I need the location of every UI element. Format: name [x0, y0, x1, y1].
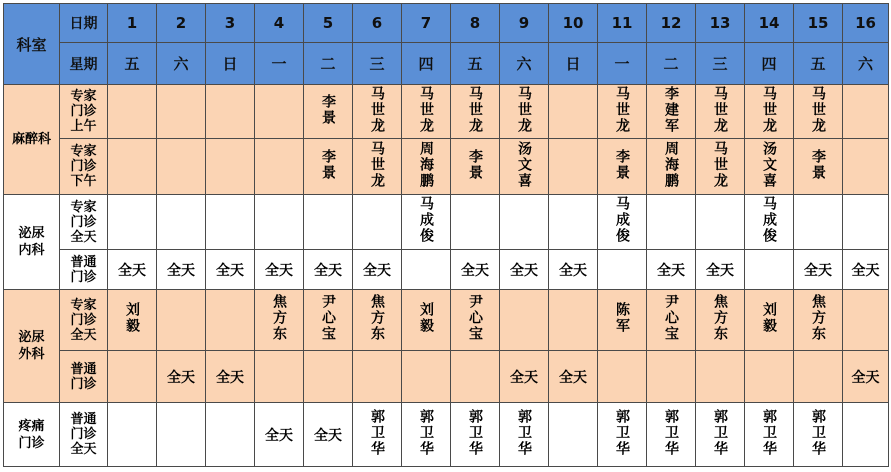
schedule-cell: [843, 250, 889, 290]
doctor-name: 焦方东: [810, 294, 826, 342]
schedule-row: [4, 195, 889, 250]
schedule-cell: [108, 290, 157, 351]
date-cell: 6: [353, 4, 402, 43]
weekday-cell: 三: [353, 43, 402, 85]
schedule-cell: [647, 351, 696, 403]
schedule-cell: [843, 351, 889, 403]
weekday-cell: 四: [402, 43, 451, 85]
date-cell: 14: [745, 4, 794, 43]
weekday-label: 星期: [60, 43, 108, 85]
schedule-cell: [794, 139, 843, 195]
doctor-name: 李景: [810, 148, 826, 181]
full-day-label: 全天: [510, 369, 538, 386]
schedule-cell: [843, 290, 889, 351]
doctor-name: 马成俊: [761, 196, 777, 244]
clinic-type: [60, 351, 108, 403]
schedule-cell: [696, 85, 745, 139]
doctor-name: 马世龙: [516, 85, 532, 134]
schedule-cell: [353, 290, 402, 351]
schedule-cell: [794, 403, 843, 467]
full-day-label: 全天: [510, 262, 538, 279]
schedule-cell: [647, 85, 696, 139]
schedule-cell: [304, 250, 353, 290]
clinic-type: [60, 290, 108, 351]
full-day-label: 全天: [851, 262, 880, 279]
department-name-text: 麻醉科: [11, 132, 51, 147]
schedule-cell: [157, 403, 206, 467]
schedule-cell: [696, 250, 745, 290]
doctor-name: 马成俊: [418, 196, 434, 244]
schedule-cell: [549, 85, 598, 139]
schedule-body: [4, 4, 889, 467]
schedule-cell: [598, 195, 647, 250]
schedule-cell: [402, 250, 451, 290]
date-cell: 9: [500, 4, 549, 43]
doctor-name: 马世龙: [810, 85, 826, 134]
schedule-cell: [696, 403, 745, 467]
doctor-name: 周海鹏: [663, 140, 679, 189]
department-name: [4, 195, 60, 290]
schedule-cell: [206, 351, 255, 403]
schedule-cell: [255, 250, 304, 290]
doctor-name: 焦方东: [712, 294, 728, 342]
schedule-cell: [598, 290, 647, 351]
schedule-row: [4, 250, 889, 290]
weekday-cell: 五: [108, 43, 157, 85]
schedule-cell: [598, 85, 647, 139]
schedule-cell: [108, 351, 157, 403]
clinic-type-text: 专家 门诊 上午: [70, 89, 97, 134]
clinic-type-text: 普通 门诊 全天: [70, 412, 97, 457]
weekday-cell: 日: [549, 43, 598, 85]
schedule-cell: [451, 85, 500, 139]
doctor-name: 汤文喜: [761, 140, 777, 189]
schedule-cell: [549, 250, 598, 290]
schedule-cell: [549, 290, 598, 351]
schedule-cell: [108, 403, 157, 467]
weekday-cell: 六: [843, 43, 889, 85]
weekday-cell: 二: [647, 43, 696, 85]
doctor-name: 马世龙: [712, 140, 728, 189]
schedule-cell: [402, 85, 451, 139]
date-cell: 7: [402, 4, 451, 43]
weekday-cell: 一: [598, 43, 647, 85]
date-cell: 10: [549, 4, 598, 43]
schedule-cell: [255, 139, 304, 195]
clinic-type: [60, 85, 108, 139]
date-cell: 13: [696, 4, 745, 43]
schedule-cell: [500, 403, 549, 467]
schedule-cell: [696, 290, 745, 351]
header-row-weekdays: [4, 43, 889, 85]
schedule-cell: [843, 85, 889, 139]
doctor-name: 马世龙: [369, 85, 385, 134]
schedule-cell: [696, 195, 745, 250]
full-day-label: 全天: [363, 262, 391, 279]
schedule-cell: [206, 85, 255, 139]
schedule-cell: [696, 139, 745, 195]
schedule-cell: [549, 351, 598, 403]
schedule-cell: [647, 290, 696, 351]
schedule-cell: [206, 290, 255, 351]
schedule-cell: [108, 195, 157, 250]
schedule-cell: [549, 403, 598, 467]
full-day-label: 全天: [167, 262, 195, 279]
schedule-cell: [549, 139, 598, 195]
schedule-cell: [402, 139, 451, 195]
date-cell: 12: [647, 4, 696, 43]
full-day-label: 全天: [804, 262, 832, 279]
doctor-name: 马世龙: [467, 85, 483, 134]
full-day-label: 全天: [559, 369, 587, 386]
full-day-label: 全天: [216, 369, 244, 386]
full-day-label: 全天: [461, 262, 489, 279]
schedule-cell: [647, 139, 696, 195]
schedule-cell: [402, 290, 451, 351]
schedule-row: [4, 85, 889, 139]
schedule-cell: [157, 85, 206, 139]
full-day-label: 全天: [314, 262, 342, 279]
schedule-cell: [206, 250, 255, 290]
weekday-cell: 二: [304, 43, 353, 85]
schedule-cell: [500, 195, 549, 250]
schedule-cell: [255, 85, 304, 139]
weekday-cell: 四: [745, 43, 794, 85]
schedule-row: [4, 290, 889, 351]
department-name-text: 泌尿 内科: [18, 226, 45, 258]
schedule-cell: [451, 290, 500, 351]
schedule-cell: [500, 290, 549, 351]
schedule-cell: [598, 351, 647, 403]
schedule-cell: [157, 195, 206, 250]
department-name: [4, 85, 60, 195]
department-name-text: 疼痛 门诊: [18, 418, 45, 451]
schedule-cell: [353, 351, 402, 403]
clinic-type-text: 普通 门诊: [70, 254, 97, 285]
schedule-cell: [304, 351, 353, 403]
schedule-cell: [745, 290, 794, 351]
schedule-cell: [157, 351, 206, 403]
doctor-name: 李景: [614, 148, 630, 181]
doctor-name: 马世龙: [614, 85, 630, 134]
full-day-label: 全天: [216, 262, 244, 279]
schedule-cell: [304, 195, 353, 250]
doctor-name: 汤文喜: [516, 140, 532, 189]
schedule-cell: [402, 195, 451, 250]
schedule-cell: [206, 403, 255, 467]
clinic-type-text: 专家 门诊 全天: [70, 199, 97, 245]
department-name: [4, 403, 60, 467]
schedule-cell: [647, 195, 696, 250]
schedule-cell: [304, 139, 353, 195]
doctor-name: 陈军: [614, 302, 630, 334]
full-day-label: 全天: [118, 262, 146, 279]
schedule-cell: [647, 250, 696, 290]
schedule-cell: [745, 351, 794, 403]
schedule-cell: [353, 195, 402, 250]
clinic-type: [60, 250, 108, 290]
department-name: [4, 290, 60, 403]
doctor-name: 郭卫华: [810, 408, 826, 457]
full-day-label: 全天: [314, 427, 342, 444]
schedule-cell: [598, 403, 647, 467]
weekday-cell: 六: [157, 43, 206, 85]
dept-header: 科室: [4, 4, 60, 85]
doctor-name: 郭卫华: [467, 408, 483, 457]
schedule-cell: [206, 195, 255, 250]
schedule-cell: [843, 195, 889, 250]
doctor-name: 刘毅: [418, 302, 434, 334]
schedule-cell: [255, 290, 304, 351]
schedule-cell: [255, 195, 304, 250]
schedule-cell: [255, 403, 304, 467]
date-cell: 2: [157, 4, 206, 43]
schedule-cell: [549, 195, 598, 250]
schedule-cell: [402, 351, 451, 403]
schedule-cell: [451, 195, 500, 250]
schedule-cell: [353, 250, 402, 290]
schedule-cell: [255, 351, 304, 403]
schedule-cell: [745, 403, 794, 467]
doctor-name: 刘毅: [761, 302, 777, 334]
clinic-type-text: 专家 门诊 下午: [70, 144, 97, 189]
weekday-cell: 一: [255, 43, 304, 85]
schedule-cell: [843, 139, 889, 195]
schedule-cell: [157, 250, 206, 290]
weekday-cell: 三: [696, 43, 745, 85]
doctor-name: 尹心宝: [320, 294, 336, 342]
clinic-type-text: 专家 门诊 全天: [70, 297, 97, 343]
doctor-name: 焦方东: [271, 294, 287, 342]
doctor-name: 尹心宝: [467, 294, 483, 342]
department-name-text: 泌尿 外科: [18, 330, 45, 362]
schedule-row: [4, 139, 889, 195]
doctor-name: 郭卫华: [516, 408, 532, 457]
schedule-cell: [108, 85, 157, 139]
schedule-cell: [794, 195, 843, 250]
clinic-type-text: 普通 门诊: [70, 361, 97, 392]
doctor-name: 马世龙: [369, 140, 385, 189]
doctor-name: 马世龙: [418, 85, 434, 134]
schedule-cell: [794, 290, 843, 351]
schedule-cell: [304, 85, 353, 139]
full-day-label: 全天: [851, 369, 880, 386]
doctor-name: 马世龙: [761, 85, 777, 134]
schedule-cell: [451, 139, 500, 195]
date-cell: 5: [304, 4, 353, 43]
clinic-type: [60, 195, 108, 250]
doctor-name: 刘毅: [124, 302, 140, 334]
schedule-cell: [696, 351, 745, 403]
doctor-name: 郭卫华: [418, 408, 434, 457]
schedule-cell: [598, 250, 647, 290]
full-day-label: 全天: [657, 262, 685, 279]
schedule-cell: [598, 139, 647, 195]
doctor-name: 郭卫华: [614, 408, 630, 457]
date-label: 日期: [60, 4, 108, 43]
doctor-name: 周海鹏: [418, 140, 434, 189]
doctor-name: 郭卫华: [369, 408, 385, 457]
schedule-cell: [794, 250, 843, 290]
schedule-cell: [843, 403, 889, 467]
full-day-label: 全天: [706, 262, 734, 279]
date-cell: 3: [206, 4, 255, 43]
schedule-cell: [647, 403, 696, 467]
weekday-cell: 五: [451, 43, 500, 85]
full-day-label: 全天: [167, 369, 195, 386]
schedule-cell: [353, 403, 402, 467]
doctor-name: 李景: [320, 148, 336, 181]
doctor-name: 焦方东: [369, 294, 385, 342]
schedule-cell: [500, 85, 549, 139]
schedule-cell: [451, 351, 500, 403]
date-cell: 16: [843, 4, 889, 43]
date-cell: 15: [794, 4, 843, 43]
doctor-name: 郭卫华: [663, 408, 679, 457]
schedule-cell: [108, 139, 157, 195]
full-day-label: 全天: [265, 262, 293, 279]
schedule-cell: [353, 139, 402, 195]
schedule-cell: [500, 250, 549, 290]
doctor-name: 李景: [320, 93, 336, 126]
weekday-cell: 六: [500, 43, 549, 85]
schedule-cell: [402, 403, 451, 467]
schedule-cell: [745, 195, 794, 250]
schedule-cell: [500, 139, 549, 195]
schedule-cell: [794, 351, 843, 403]
date-cell: 1: [108, 4, 157, 43]
date-cell: 4: [255, 4, 304, 43]
schedule-cell: [108, 250, 157, 290]
schedule-cell: [157, 139, 206, 195]
schedule-cell: [157, 290, 206, 351]
schedule-cell: [745, 85, 794, 139]
weekday-cell: 五: [794, 43, 843, 85]
schedule-cell: [451, 250, 500, 290]
schedule-cell: [451, 403, 500, 467]
full-day-label: 全天: [559, 262, 587, 279]
schedule-cell: [745, 250, 794, 290]
full-day-label: 全天: [265, 427, 293, 444]
schedule-cell: [304, 290, 353, 351]
clinic-schedule-table: [3, 3, 889, 467]
doctor-name: 马世龙: [712, 85, 728, 134]
schedule-row: [4, 403, 889, 467]
header-row-dates: [4, 4, 889, 43]
schedule-cell: [353, 85, 402, 139]
clinic-type: [60, 139, 108, 195]
doctor-name: 马成俊: [614, 196, 630, 244]
date-cell: 11: [598, 4, 647, 43]
doctor-name: 郭卫华: [761, 408, 777, 457]
weekday-cell: 日: [206, 43, 255, 85]
schedule-cell: [304, 403, 353, 467]
doctor-name: 李建军: [663, 85, 679, 134]
schedule-cell: [794, 85, 843, 139]
schedule-row: [4, 351, 889, 403]
schedule-cell: [745, 139, 794, 195]
clinic-type: [60, 403, 108, 467]
doctor-name: 郭卫华: [712, 408, 728, 457]
doctor-name: 李景: [467, 148, 483, 181]
doctor-name: 尹心宝: [663, 294, 679, 342]
schedule-cell: [500, 351, 549, 403]
schedule-cell: [206, 139, 255, 195]
date-cell: 8: [451, 4, 500, 43]
